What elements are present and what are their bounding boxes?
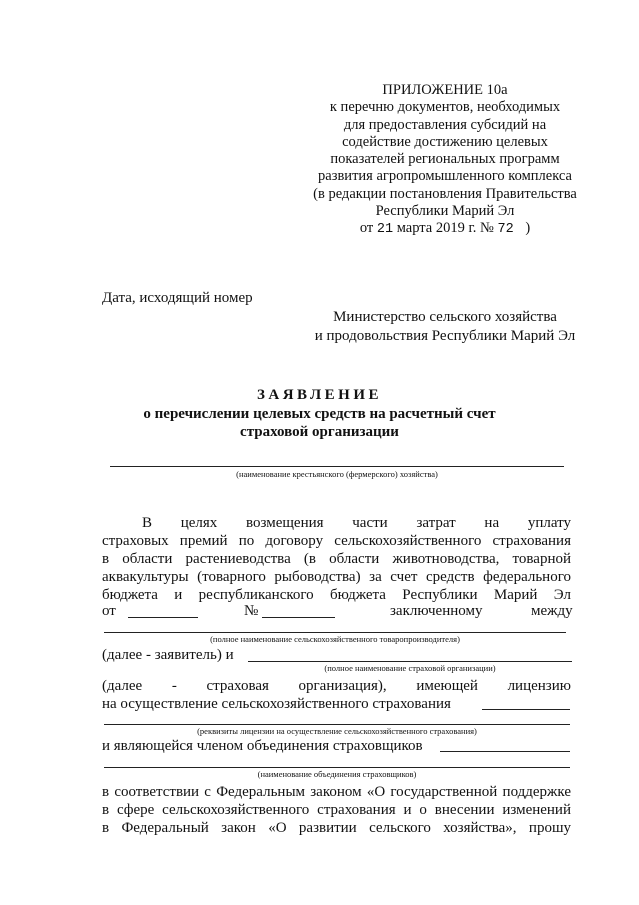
addressee-line: и продовольствия Республики Марий Эл: [314, 328, 576, 344]
word: имеющей: [416, 678, 478, 694]
word: В: [142, 515, 153, 531]
insurer-caption: (полное наименование страховой организации): [324, 663, 496, 673]
appendix-line: Республики Марий Эл: [375, 203, 515, 220]
paragraph-line: [102, 677, 571, 696]
appendix-line: (в редакции постановления Правительства: [313, 185, 577, 202]
paragraph-line: аквакультуры (товарного рыбоводства) за счет средств федерального: [102, 569, 571, 585]
document-subtitle: о перечислении целевых средств на расчетный счет: [143, 406, 496, 422]
association-caption: (наименование объединения страховщиков): [257, 769, 417, 779]
applicant-label: (далее - заявитель) и: [102, 647, 234, 663]
association-field-end[interactable]: [440, 751, 570, 752]
appendix-line: к перечню документов, необходимых: [329, 99, 561, 116]
addressee-line: Министерство сельского хозяйства: [333, 309, 557, 325]
date-prefix: от: [359, 220, 374, 237]
paragraph-line: [142, 514, 571, 533]
addressee: [290, 308, 600, 346]
date-day: 21: [376, 222, 394, 238]
word: -: [171, 678, 177, 694]
contract-line: [102, 602, 571, 621]
word: части: [352, 515, 388, 531]
license-caption: (реквизиты лицензии на осуществление сельскохозяйственного страхования): [197, 726, 477, 736]
paragraph-line: страховых премий по договору сельскохозяйственного страхования: [102, 533, 571, 549]
document-title: ЗАЯВЛЕНИЕ: [256, 387, 383, 403]
contract-between-label: между: [531, 603, 573, 619]
word: затрат: [416, 515, 456, 531]
word: целях: [180, 515, 218, 531]
word: (далее: [102, 678, 143, 694]
document-subtitle: страховой организации: [240, 424, 399, 440]
word: лицензию: [507, 678, 571, 694]
paragraph-line: в области растениеводства (в области животноводства, товарной: [102, 551, 571, 567]
resolution-number: 72: [497, 222, 514, 238]
appendix-line: для предоставления субсидий на: [343, 116, 547, 133]
license-line-label: на осуществление сельскохозяйственного страхования: [102, 696, 451, 712]
farm-name-field[interactable]: [110, 466, 564, 467]
date-month-year: марта 2019 г. №: [396, 220, 494, 237]
association-name-field[interactable]: [104, 767, 570, 768]
paragraph-line: в сфере сельскохозяйственного страхования и о внесении изменений: [102, 802, 571, 818]
paragraph-line: в Федеральный закон «О развитии сельского хозяйства», прошу: [102, 820, 571, 836]
farm-name-caption: (наименование крестьянского (фермерского) хозяйства): [236, 469, 438, 479]
word: страховая: [206, 678, 269, 694]
member-line-label: и являющейся членом объединения страховщиков: [102, 738, 423, 754]
appendix-title: ПРИЛОЖЕНИЕ 10а: [382, 82, 508, 98]
paragraph-line: бюджета и республиканского бюджета Республики Марий Эл: [102, 587, 571, 603]
appendix-line: содействие достижению целевых: [342, 133, 548, 150]
appendix-header: [290, 82, 600, 239]
appendix-line: показателей региональных программ: [330, 151, 560, 168]
contract-from-label: от: [102, 603, 116, 619]
word: возмещения: [246, 515, 324, 531]
word: организация),: [298, 678, 387, 694]
date-suffix: ): [525, 220, 531, 237]
producer-caption: (полное наименование сельскохозяйственного товаропроизводителя): [210, 634, 460, 644]
producer-name-field[interactable]: [104, 632, 566, 633]
resolution-date-line: [290, 220, 600, 238]
contract-date-field[interactable]: [128, 617, 198, 618]
appendix-line: развития агропромышленного комплекса: [318, 168, 572, 185]
contract-concluded-label: заключенному: [390, 603, 483, 619]
license-field-end[interactable]: [482, 709, 570, 710]
insurer-name-field[interactable]: [248, 661, 572, 662]
word: на: [484, 515, 500, 531]
contract-number-field[interactable]: [262, 617, 335, 618]
license-details-field[interactable]: [104, 724, 570, 725]
word: уплату: [527, 515, 571, 531]
paragraph-line: в соответствии с Федеральным законом «О государственной поддержке: [102, 784, 571, 800]
date-outgoing-number-label: Дата, исходящий номер: [102, 290, 253, 306]
contract-number-label: №: [244, 603, 259, 619]
